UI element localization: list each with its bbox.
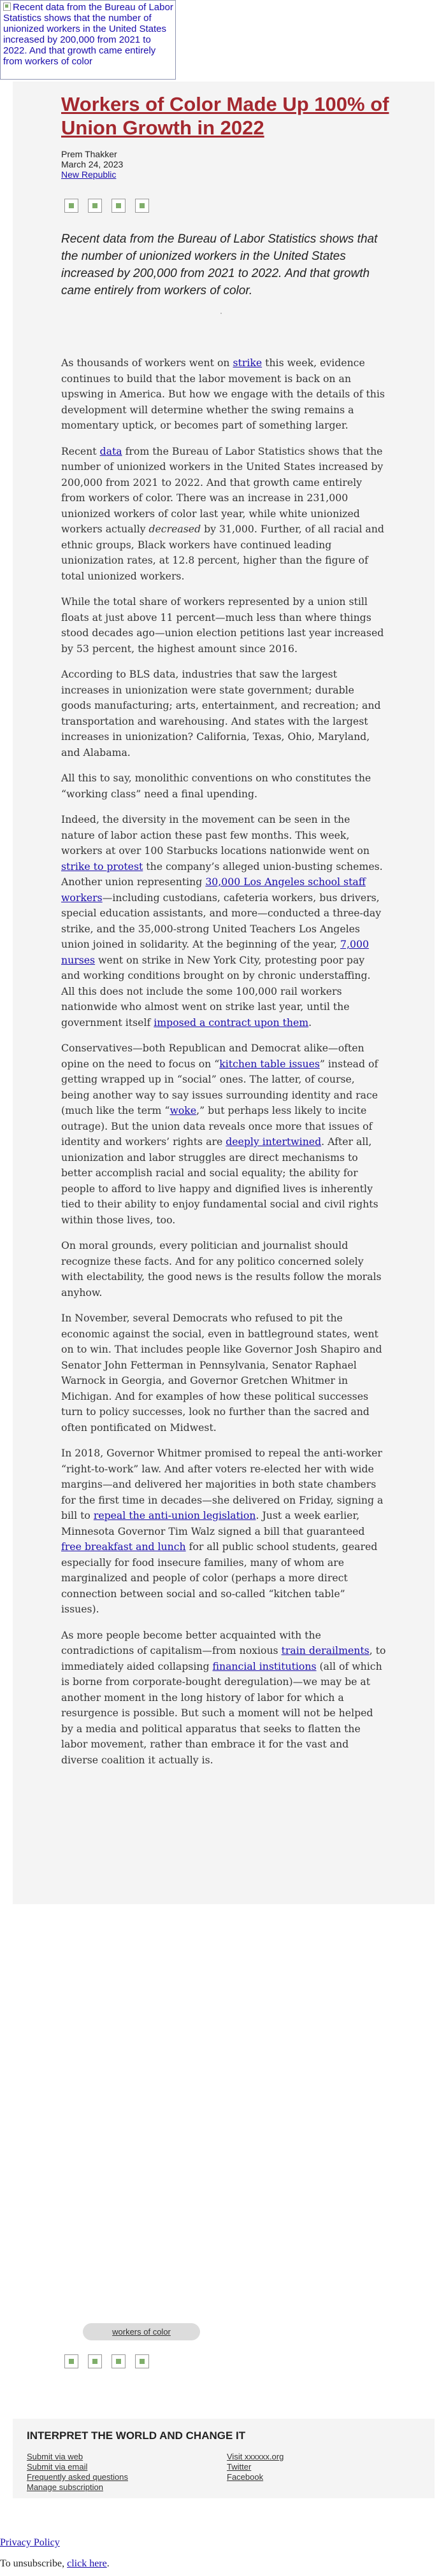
text: ,” but perhaps less likely to incite outrage). But the union data reveals once more that issues of identity and workers’ rights are <box>61 1104 373 1148</box>
paragraph-2 <box>61 444 386 585</box>
share-icon-2[interactable] <box>88 199 102 213</box>
divider-dot <box>220 313 222 314</box>
data-link[interactable]: data <box>99 445 122 457</box>
tag-workers-of-color[interactable]: workers of color <box>83 2323 200 2340</box>
text: this week, evidence continues to build that the labor movement is back on an upswing in America. But how we engage with the details of this development will determine whether the swing remains a momentary uptick, or becomes part of something larger. <box>61 357 385 431</box>
share-icon-3[interactable] <box>112 199 126 213</box>
strike-to-protest-link[interactable]: strike to protest <box>61 860 143 872</box>
text: for all public school students, geared especially for food insecure families, many of whom are marginalized and people of color (perhaps a more direct connection between social and so-called “kitchen table” issues). <box>61 1541 378 1615</box>
twitter-link[interactable]: Twitter <box>227 2462 252 2472</box>
woke-link[interactable]: woke <box>169 1104 197 1116</box>
repeal-anti-union-link[interactable]: repeal the anti-union legislation <box>93 1509 256 1521</box>
unsubscribe-text: To unsubscribe, <box>0 2558 68 2569</box>
text: ” instead of getting wrapped up in “social” ones. The latter, of course, being another way to say issues surrounding identity and race (much like the term “ <box>61 1057 378 1116</box>
la-school-staff-link[interactable]: 30,000 Los Angeles school staff workers <box>61 876 366 904</box>
byline <box>61 149 123 180</box>
paragraph-11 <box>61 1628 386 1768</box>
text: Recent <box>61 445 100 457</box>
paragraph-1 <box>61 355 386 434</box>
nurses-link[interactable]: 7,000 nurses <box>61 938 369 966</box>
footer-title: INTERPRET THE WORLD AND CHANGE IT <box>27 2430 246 2442</box>
paragraph-3: While the total share of workers represented by a union still floats at just above 11 percent—much less than where things stood decades ago—union election petitions last year increased by 53 percent, the highest amount since 2016. <box>61 595 384 655</box>
text: As thousands of workers went on <box>61 357 233 369</box>
paragraph-7 <box>61 1041 386 1228</box>
strike-link[interactable]: strike <box>233 357 263 369</box>
emphasis: decreased <box>148 523 201 535</box>
paragraph-10 <box>61 1446 386 1618</box>
text: went on strike in New York City, protesting poor pay and working conditions brought on by chronic understaffing. All this does not include the some 100,000 rail workers nationwide who almost went on strike last year, until the government itself <box>61 953 371 1028</box>
deeply-intertwined-link[interactable]: deeply intertwined <box>226 1135 322 1148</box>
text: Indeed, the diversity in the movement can be seen in the nature of labor action these past few months. This week, workers at over 100 Starbucks locations nationwide went on <box>61 813 370 857</box>
unsubscribe-line <box>0 2558 110 2570</box>
hero-image[interactable] <box>0 0 176 80</box>
text: As more people become better acquainted with the contradictions of capitalism—from noxious <box>61 1628 321 1656</box>
unsubscribe-end: . <box>106 2558 110 2569</box>
text: , to immediately aided collapsing <box>61 1644 386 1672</box>
faq-link[interactable]: Frequently asked questions <box>27 2472 128 2482</box>
publish-date: March 24, 2023 <box>61 159 124 169</box>
article-title[interactable]: Workers of Color Made Up 100% of Union Growth in 2022 <box>61 93 389 139</box>
train-derailments-link[interactable]: train derailments <box>281 1644 370 1656</box>
share-icon-4[interactable] <box>135 199 149 213</box>
paragraph-4: According to BLS data, industries that saw the largest increases in unionization were state government; durable goods manufacturing; arts, entertainment, and recreation; and transportation and warehousing. And states with the largest increases in unionization? California, Texas, Ohio, Maryland, and Alabama. <box>61 668 381 758</box>
article-body <box>61 355 386 1778</box>
text: by 31,000. Further, of all racial and ethnic groups, Black workers have continued leading unionization rates, at 12.8 percent, higher than the figure of total unionized workers. <box>61 523 384 582</box>
text: —including custodians, cafeteria workers, bus drivers, special education assistants, and more—conducted a three-day strike, and the 35,000-strong United Teachers Los Angeles union joined in solidarity. At the beginning of the year, <box>61 891 382 950</box>
text: Conservatives—both Republican and Democrat alike—often opine on the need to focus on “ <box>61 1042 364 1070</box>
share-icon-1[interactable] <box>64 2354 78 2368</box>
share-icon-3[interactable] <box>112 2354 126 2368</box>
text: from the Bureau of Labor Statistics shows that the number of unionized workers in the United States increased by 200,000 from 2021 to 2022. And that growth came entirely from workers of color. There was an increase in 231,000 unionized workers of color last year, while white unionized workers actually <box>61 445 384 535</box>
share-buttons-bottom <box>64 2354 149 2368</box>
imposed-contract-link[interactable]: imposed a contract upon them <box>154 1016 309 1028</box>
paragraph-6 <box>61 812 386 1030</box>
submit-email-link[interactable]: Submit via email <box>27 2462 88 2472</box>
paragraph-9: In November, several Democrats who refused to pit the economic against the social, even in battleground states, went on to win. That includes people like Governor Josh Shapiro and Senator John Fetterman in Pennsylvania, Senator Raphael Warnock in Georgia, and Governor Gretchen Whitmer in Michigan. And for examples of how these political successes turn to policy successes, look no further than the sacred and often pontificated on Midwest. <box>61 1312 382 1434</box>
submit-web-link[interactable]: Submit via web <box>27 2452 83 2461</box>
author-name: Prem Thakker <box>61 149 117 159</box>
manage-subscription-link[interactable]: Manage subscription <box>27 2482 103 2492</box>
footer-right-links <box>227 2452 284 2482</box>
text: . After all, unionization and labor struggles are direct mechanisms to better accomplish racial and social equality; the ability for people to afford to live happy and dignified lives is inherently tied to their ability to enjoy fundamental social and civil rights within those lives, too. <box>61 1135 378 1226</box>
share-buttons-top <box>64 199 149 213</box>
financial-institutions-link[interactable]: financial institutions <box>212 1660 317 1672</box>
visit-site-link[interactable]: Visit xxxxxx.org <box>227 2452 284 2461</box>
text: In 2018, Governor Whitmer promised to repeal the anti-worker “right-to-work” law. And after voters re-elected her with wide margins—and delivered her majorities in both state chambers for the first time in decades—she delivered on Friday, signing a bill to <box>61 1447 384 1521</box>
broken-image-icon <box>3 3 11 11</box>
facebook-link[interactable]: Facebook <box>227 2472 264 2482</box>
footer-left-links <box>27 2452 128 2493</box>
share-icon-2[interactable] <box>88 2354 102 2368</box>
text: (all of which is borne from corporate-bought deregulation)—we may be at another moment in the long history of labor for which a resurgence is possible. But such a moment will not be helped by a media and political apparatus that seeks to flatten the labor movement, rather than embrace it for the vast and diverse coalition it actually is. <box>61 1660 382 1766</box>
share-icon-1[interactable] <box>64 199 78 213</box>
privacy-policy-link[interactable]: Privacy Policy <box>0 2537 60 2548</box>
paragraph-8: On moral grounds, every politician and journalist should recognize these facts. And for any politico concerned solely with electability, the good news is the results follow the morals anyhow. <box>61 1239 382 1299</box>
kitchen-table-issues-link[interactable]: kitchen table issues <box>219 1057 320 1070</box>
unsubscribe-link[interactable]: click here <box>67 2558 107 2569</box>
share-icon-4[interactable] <box>135 2354 149 2368</box>
publication-link[interactable]: New Republic <box>61 169 117 180</box>
article-dek: Recent data from the Bureau of Labor Statistics shows that the number of unionized workers in the United States increased by 200,000 from 2021 to 2022. And that growth came entirely from workers of color. <box>61 232 378 297</box>
text: the company’s alleged union-busting schemes. Another union representing <box>61 860 383 888</box>
hero-image-alt-text: Recent data from the Bureau of Labor Statistics shows that the number of unionized workers in the United States increased by 200,000 from 2021 to 2022. And that growth came entirely from workers of color <box>3 2 173 67</box>
paragraph-5: All this to say, monolithic conventions on who constitutes the “working class” need a final upending. <box>61 772 371 800</box>
text: . <box>308 1016 312 1028</box>
free-breakfast-link[interactable]: free breakfast and lunch <box>61 1541 186 1553</box>
text: . Just a week earlier, Minnesota Governor Tim Walz signed a bill that guaranteed <box>61 1509 365 1537</box>
